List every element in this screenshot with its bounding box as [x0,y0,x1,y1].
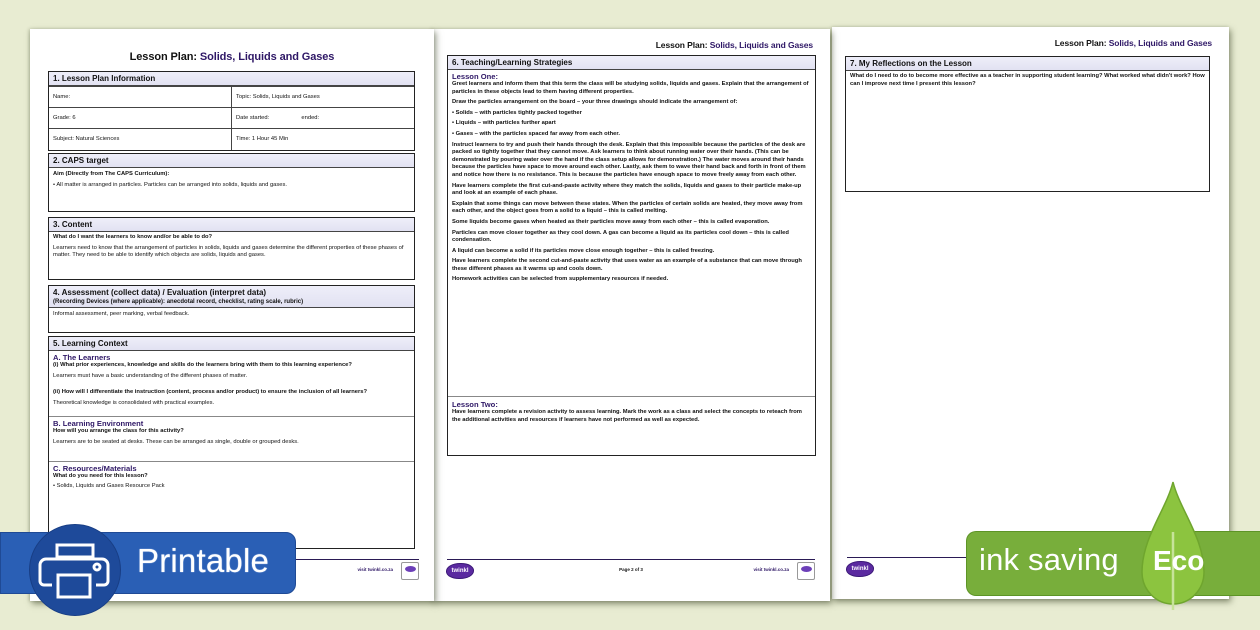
page-title [30,51,434,63]
table-row [49,129,414,150]
section-heading: 5. Learning Context [49,337,414,351]
paragraph: Instruct learners to try and push their hands through the desk. Explain that this impossible because the particles of the desk are packed so tightly together that they cannot move. Ask learners to think about running water over their hands. (This can be demonstrated by pouring water over the hand if the class setup allows for demonstration.) The water moves around their hands because the particles have space to move around each other. Lastly, ask them to wave their hand back and forth in front of them and notice how there is no resistance. This is because the particles have enough space to move freely away from each other. [452,141,806,178]
paragraph: Draw the particles arrangement on the board – your three drawings should indicate the arrangement of: [452,99,738,106]
section-lesson-plan-information [48,71,415,151]
paragraph [448,248,815,256]
quality-badge-icon [797,562,815,580]
section-heading: 2. CAPS target [49,154,414,168]
printable-label: Printable [137,542,270,579]
visit-link[interactable]: visit twinkl.co.za [357,567,393,572]
environment-question: How will you arrange the class for this activity? [53,428,184,435]
ink-saving-eco-badge [966,480,1260,630]
paragraph-text: Explain that some things can move between these states. When the particles of certain solids are heated, they move away from each other, and the object goes from a solid to a liquid – this is called [452,200,803,215]
resources-answer: • Solids, Liquids and Gases Resource Pack [53,483,165,490]
table-cell: Subject: Natural Sciences [49,129,232,150]
ink-saving-label: ink saving [979,542,1119,577]
paragraph [448,230,815,245]
paragraph [448,219,815,227]
lesson-two-block [448,398,815,424]
section-content [48,217,415,280]
keyword-condensation: condensation. [452,237,492,244]
title-accent: Solids, Liquids and Gases [709,40,813,50]
eco-label: Eco [1153,545,1205,576]
title-accent: Solids, Liquids and Gases [1108,38,1212,48]
learners-question-1: (i) What prior experiences, knowledge and skills do the learners bring with them to this learning experience? [53,362,352,368]
visit-link[interactable]: visit twinkl.co.za [753,567,789,572]
paragraph: Greet learners and inform them that this term the class will be studying solids, liquids and gases. Explain that the arrangement of particles in these objects lead to them having different properties. [452,81,809,95]
table-cell: Name: [49,87,232,108]
title-accent: Solids, Liquids and Gases [199,51,335,63]
printable-badge [0,530,296,594]
page-number: Page 2 of 3 [619,567,643,572]
lesson-info-table [49,86,414,150]
quality-badge-icon [401,562,419,580]
keyword-evaporation: evaporation. [734,218,770,225]
environment-answer: Learners are to be seated at desks. These can be arranged as single, double or grouped desks. [53,438,299,445]
twinkl-logo-icon: twinkl [447,564,473,578]
bullet-item: • Liquids – with particles further apart [452,120,556,127]
title-prefix: Lesson Plan: [655,40,710,50]
table-row [49,108,414,129]
section-learning-context [48,336,415,549]
keyword-freezing: freezing. [690,247,715,254]
table-cell: Grade: 6 [49,108,232,129]
title-prefix: Lesson Plan: [1054,38,1109,48]
resources-question: What do you need for this lesson? [53,472,148,479]
section-heading [49,286,414,308]
subheading-the-learners: A. The Learners [53,353,111,362]
section-assessment [48,285,415,333]
section-reflections [845,56,1210,192]
assessment-heading: 4. Assessment (collect data) / Evaluation (interpret data) [53,288,267,297]
subheading-lesson-two: Lesson Two: [452,400,498,409]
table-cell: Topic: Solids, Liquids and Gases [232,87,415,108]
page-title [1055,38,1212,48]
table-cell: Time: 1 Hour 45 Min [232,129,415,150]
lesson-plan-page-1 [30,29,434,601]
subheading-learning-environment: B. Learning Environment [53,419,144,429]
title-prefix: Lesson Plan: [129,51,200,63]
reflection-prompt: What do I need to do to become more effective as a teacher in supporting student learning? What worked what didn't work? How can I improve next time I present this lesson? [850,73,1205,87]
section-heading: 3. Content [49,218,414,232]
printer-icon-circle [29,524,121,616]
printer-icon [30,525,122,617]
table-cell: Date started: ended: [232,108,415,129]
section-heading: 1. Lesson Plan Information [49,72,414,86]
subheading-lesson-one: Lesson One: [452,72,498,81]
content-answer: Learners need to know that the arrangement of particles in solids, liquids and gases determine the different properties of these phases of matter. They need to be able to identify which objects are solids, liquids and gases. [53,244,404,259]
assessment-subheading: (Recording Devices (where applicable): anecdotal record, checklist, rating scale, rubric) [53,299,304,305]
divider [448,396,815,397]
paragraph-text: A liquid can become a solid if its particles move close enough together – this is called [452,247,691,254]
subheading-resources: C. Resources/Materials [53,463,137,473]
section-teaching-strategies [447,55,816,456]
aim-label: Aim (Directly from The CAPS Curriculum): [53,171,170,177]
learners-answer-2: Theoretical knowledge is consolidated with practical examples. [53,399,215,406]
assessment-answer: Informal assessment, peer marking, verbal feedback. [53,311,190,317]
page-footer [447,559,815,581]
section-caps-target [48,153,415,212]
page-title [656,40,813,50]
aim-bullet: • All matter is arranged in particles. Particles can be arranged into solids, liquids and gases. [53,181,288,188]
paragraph: Homework activities can be selected from supplementary resources if needed. [452,276,669,283]
table-row [49,87,414,108]
paragraph-text: Particles can move closer together as they cool down. A gas can become a liquid as its particles cool down – this is called [452,229,789,236]
paragraph: Have learners complete a revision activity to assess learning. Mark the work as a class and select the concepts to reteach from the additional activities and resources if learners have not performed as well as expected. [452,409,802,423]
paragraph: Have learners complete the second cut-and-paste activity that uses water as an example of a substance that can move through these different phases as it warms up and cools down. [452,258,802,272]
paragraph: Have learners complete the first cut-and-paste activity where they match the solids, liquids and gases to their particle make-up and look at an example of each phase. [452,182,802,197]
paragraph [448,201,815,216]
section-heading: 7. My Reflections on the Lesson [846,57,1209,71]
content-question: What do I want the learners to know and/or be able to do? [53,234,213,240]
bullet-item: • Solids – with particles tightly packed together [452,109,582,116]
learners-answer-1: Learners must have a basic understanding of the different phases of matter. [53,372,248,379]
section-heading: 6. Teaching/Learning Strategies [448,56,815,70]
learners-question-2: (ii) How will I differentiate the instruction (content, process and/or product) to ensure the inclusion of all learners? [53,389,368,396]
paragraph-text: Some liquids become gases when heated as their particles move away from each other – this is called [452,218,735,225]
twinkl-logo-icon: twinkl [847,562,873,576]
lesson-plan-page-2 [432,29,830,601]
bullet-item: • Gases – with the particles spaced far away from each other. [452,130,620,137]
keyword-melting: melting. [644,208,668,215]
